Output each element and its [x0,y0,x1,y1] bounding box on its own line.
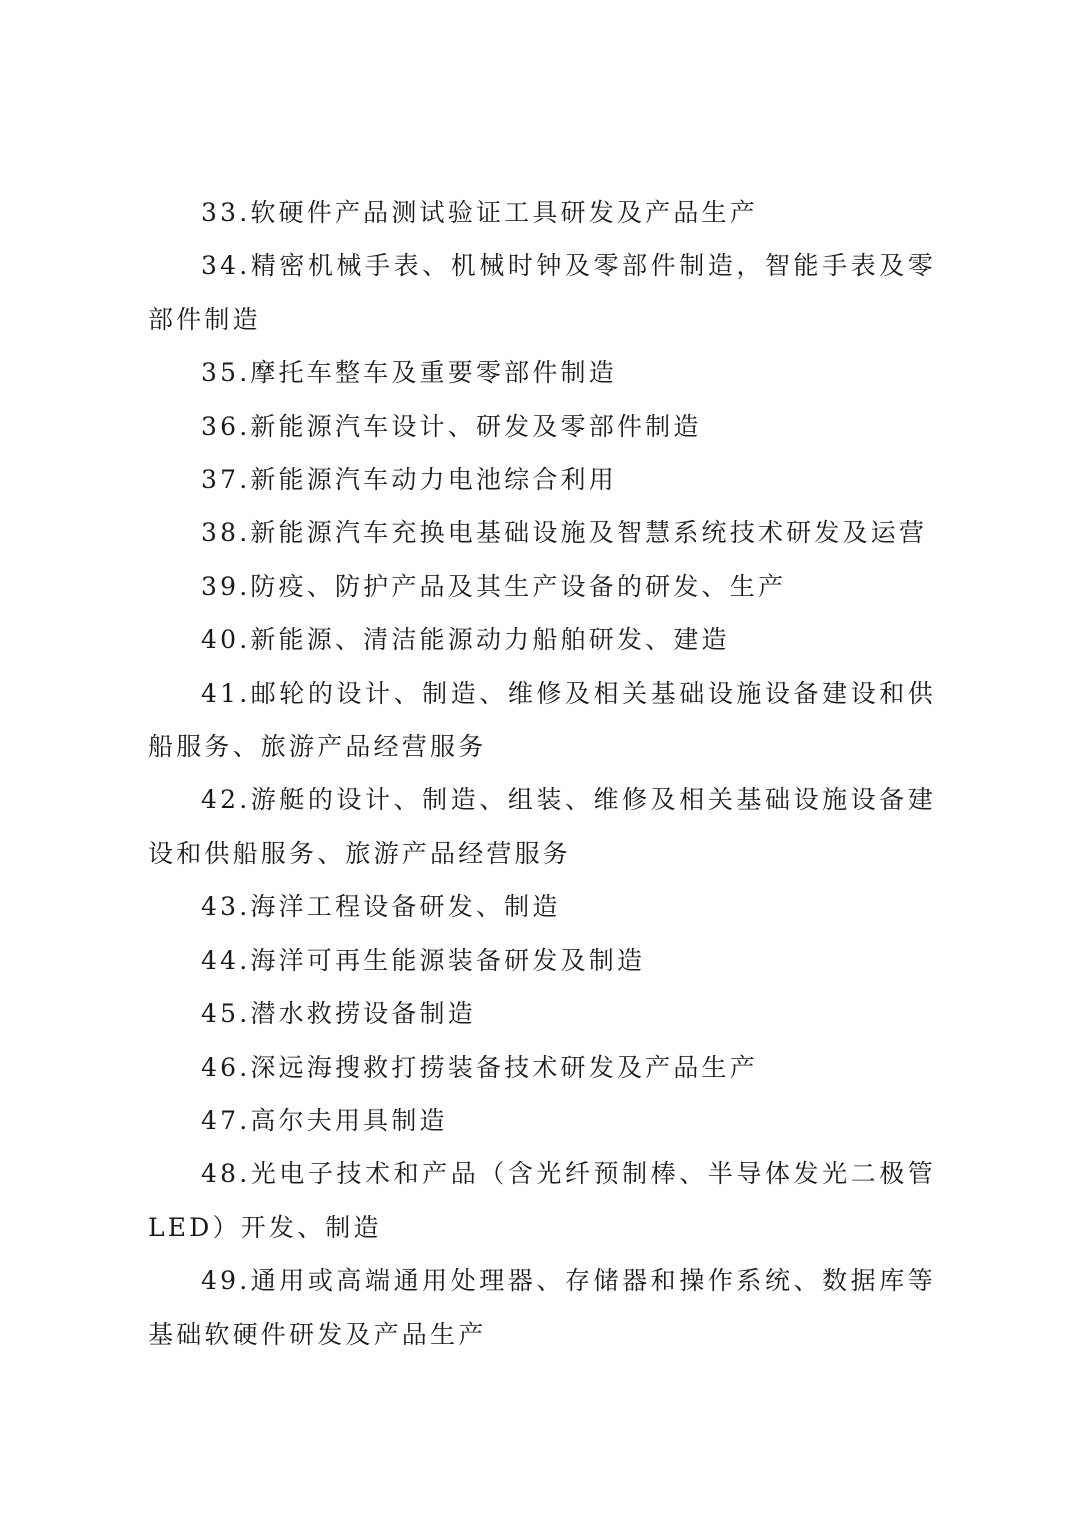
list-item-49: 49.通用或高端通用处理器、存储器和操作系统、数据库等基础软硬件研发及产品生产 [148,1266,936,1349]
list-item-37: 37.新能源汽车动力电池综合利用 [201,465,617,495]
list-item-40: 40.新能源、清洁能源动力船舶研发、建造 [201,625,730,655]
list-item-41: 41.邮轮的设计、制造、维修及相关基础设施设备建设和供船服务、旅游产品经营服务 [148,678,936,762]
list-item-46: 46.深远海搜救打捞装备技术研发及产品生产 [201,1052,758,1082]
list-item-43: 43.海洋工程设备研发、制造 [201,892,561,922]
list-item-48: 48.光电子技术和产品（含光纤预制棒、半导体发光二极管LED）开发、制造 [148,1159,936,1242]
list-item-45: 45.潜水救捞设备制造 [201,999,476,1029]
list-item-42: 42.游艇的设计、制造、组装、维修及相关基础设施设备建设和供船服务、旅游产品经营服务 [148,785,936,868]
list-item-34: 34.精密机械手表、机械时钟及零部件制造，智能手表及零部件制造 [148,251,936,334]
list-item-47: 47.高尔夫用具制造 [201,1105,448,1135]
list-item-44: 44.海洋可再生能源装备研发及制造 [201,945,646,975]
list-item-38: 38.新能源汽车充换电基础设施及智慧系统技术研发及运营 [201,518,928,548]
item-list [148,186,936,1361]
list-item-39: 39.防疫、防护产品及其生产设备的研发、生产 [201,571,787,601]
list-item-33: 33.软硬件产品测试验证工具研发及产品生产 [201,198,758,227]
list-item-36: 36.新能源汽车设计、研发及零部件制造 [201,411,702,441]
list-item-35: 35.摩托车整车及重要零部件制造 [201,358,617,388]
